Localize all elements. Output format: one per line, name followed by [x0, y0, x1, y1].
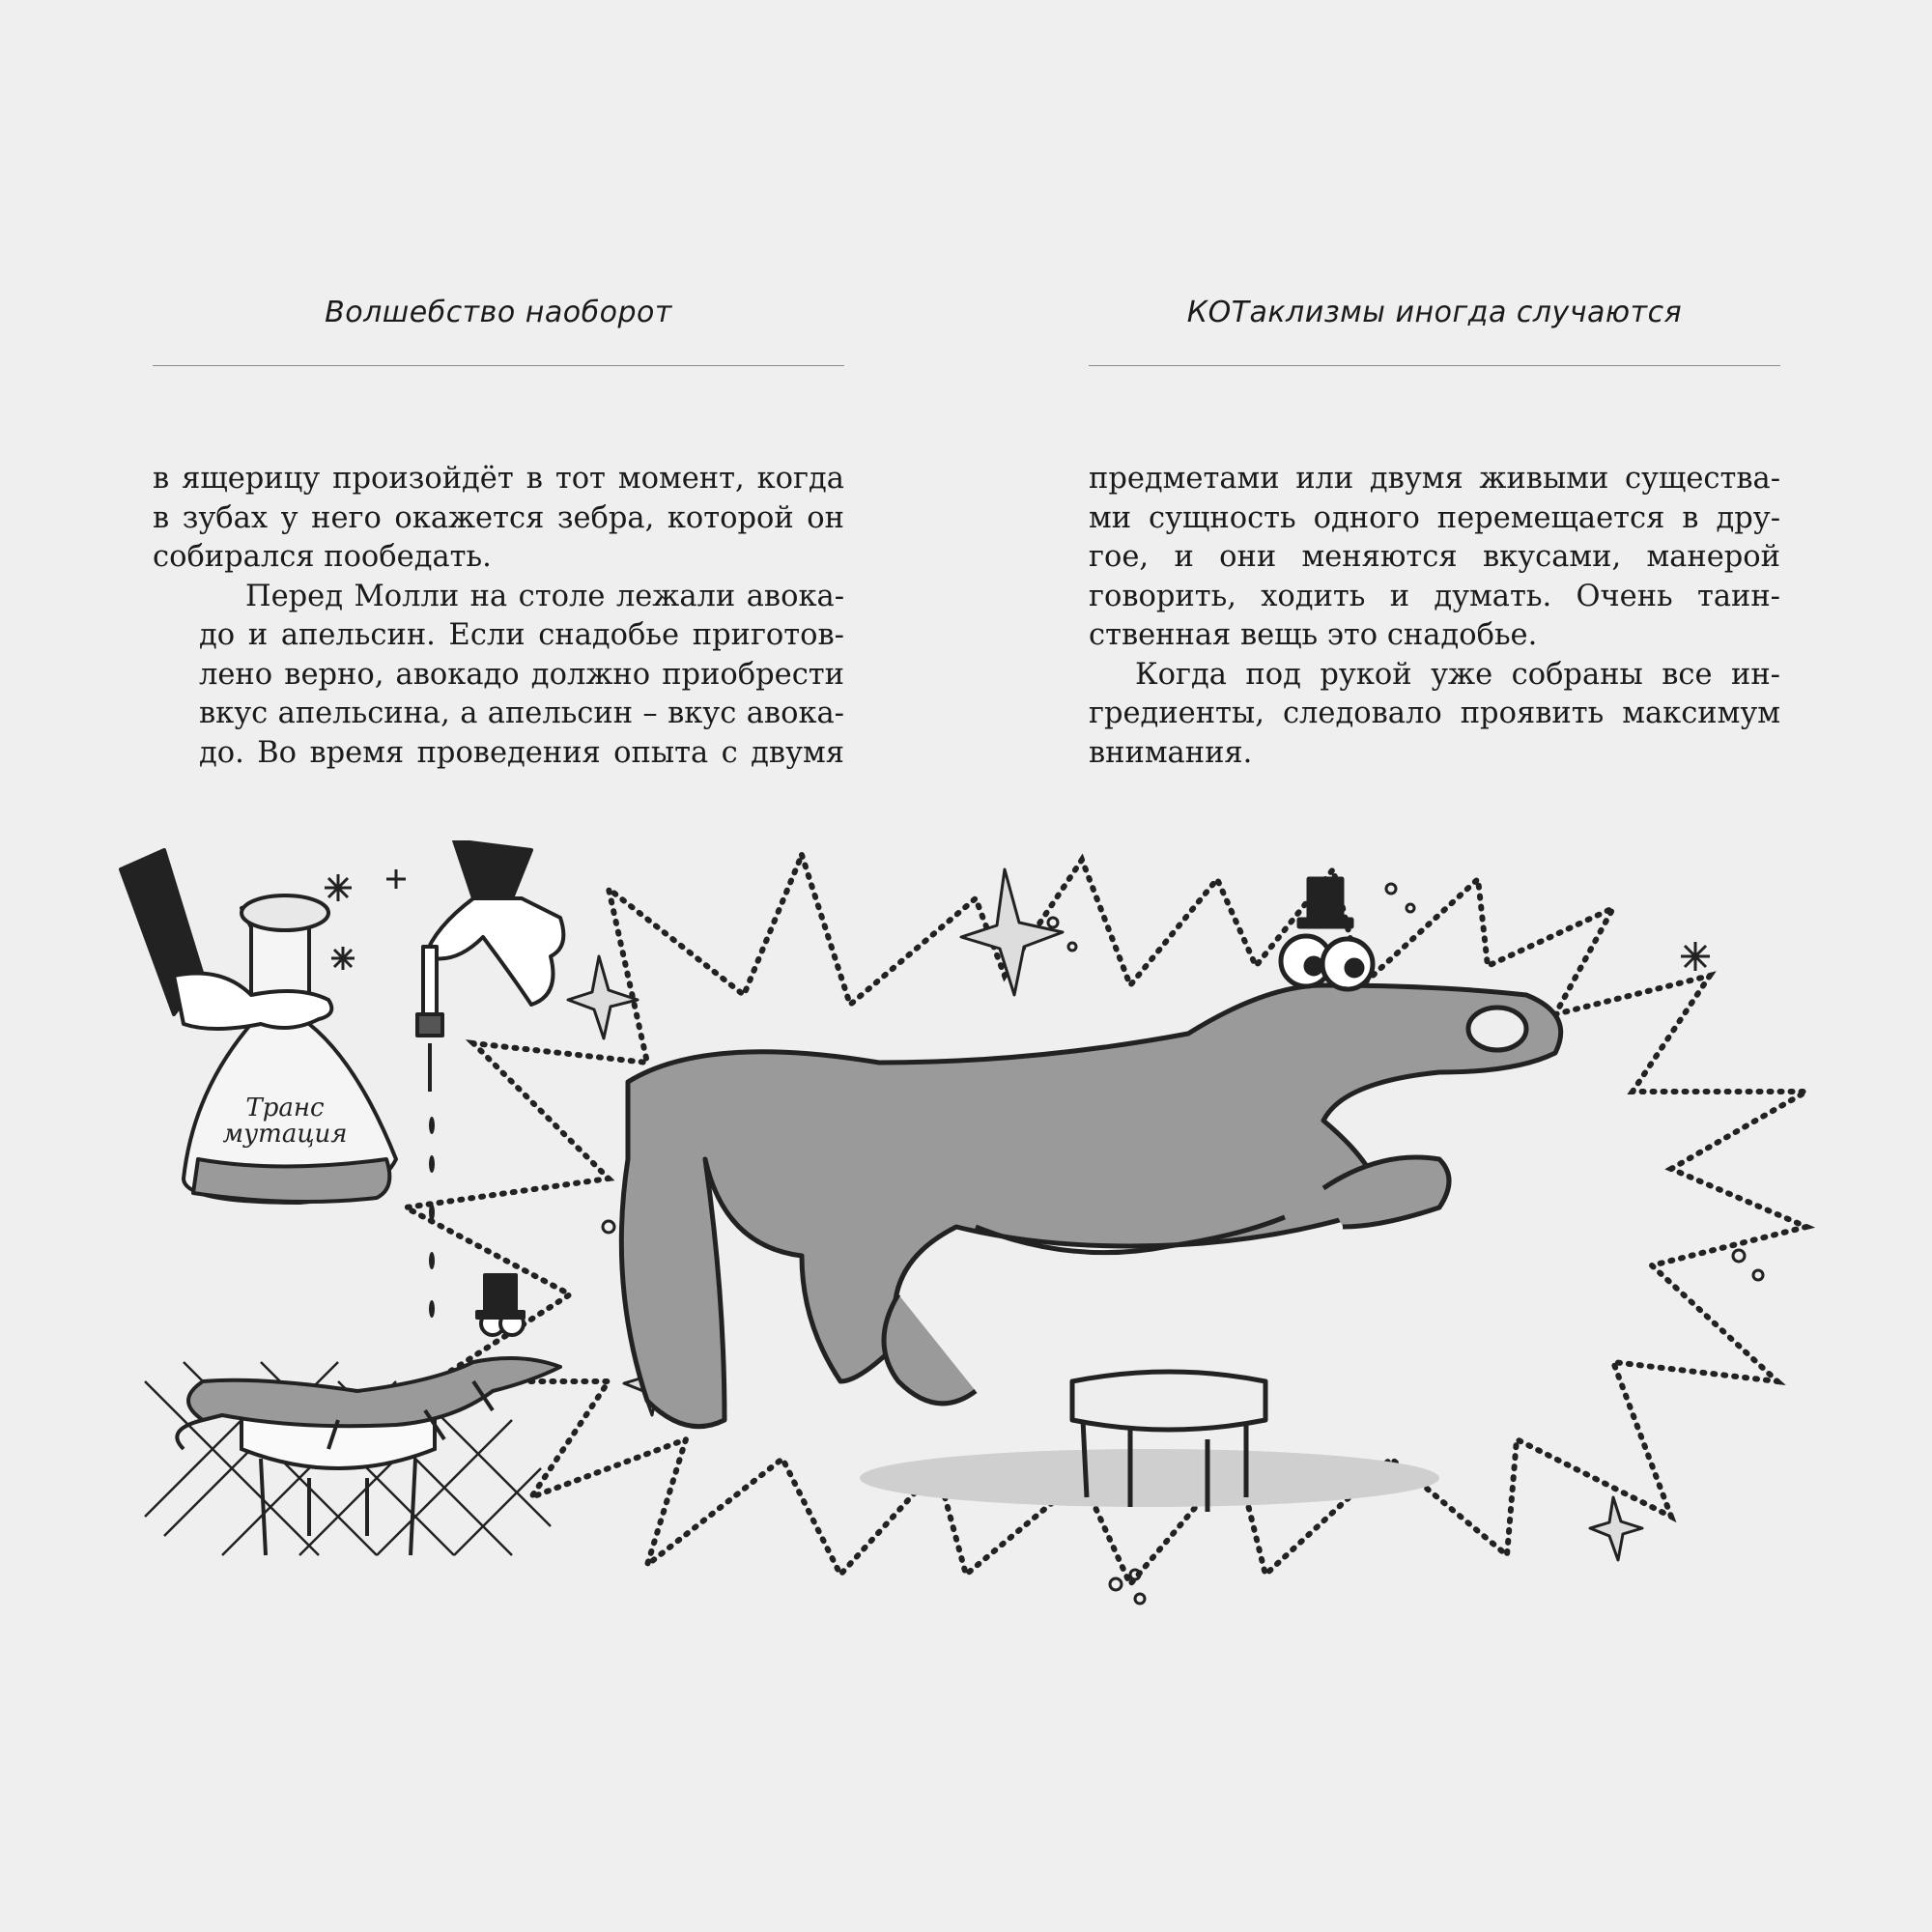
- left-line-4: Перед Молли на столе лежали авока-: [245, 579, 844, 613]
- left-line-3: собирался пообедать.: [153, 540, 492, 574]
- right-line-7: гредиенты, следовало проявить максимум: [1089, 696, 1780, 730]
- right-page: [1089, 0, 1780, 831]
- right-line-3: гое, и они меняются вкусами, манерой: [1089, 540, 1780, 574]
- dropper-hand-icon: [417, 840, 563, 1092]
- left-line-7: вкус апельсина, а апельсин – вкус авока-: [199, 696, 844, 730]
- right-header-rule: [1089, 365, 1780, 366]
- left-running-head: Волшебство наоборот: [325, 296, 672, 329]
- flask-label-line1: Транс: [245, 1094, 325, 1122]
- drops-icon: [429, 1117, 435, 1318]
- right-line-5: ственная вещь это снадобье.: [1089, 618, 1538, 652]
- left-line-8: до. Во время проведения опыта с двумя: [199, 735, 844, 770]
- right-line-2: ми сущность одного перемещается в дру-: [1089, 500, 1780, 535]
- right-line-8: внимания.: [1089, 735, 1253, 770]
- left-body-text: [153, 460, 844, 773]
- crocodile-transmutation-illustration: [106, 840, 1826, 1633]
- right-running-head: КОТаклизмы иногда случаются: [1186, 296, 1683, 329]
- left-page: [153, 0, 844, 831]
- right-line-6: Когда под рукой уже собраны все ин-: [1135, 657, 1780, 692]
- right-body-text: [1089, 460, 1780, 773]
- left-header-rule: [153, 365, 844, 366]
- flask-hand-icon: [121, 850, 396, 1203]
- crocodile-icon: [621, 879, 1560, 1512]
- small-lizard-icon: [177, 1275, 560, 1449]
- left-line-5: до и апельсин. Если снадобье приготов-: [199, 618, 844, 652]
- flask-label-line2: мутация: [222, 1120, 348, 1149]
- left-line-2: в зубах у него окажется зебра, которой он: [153, 500, 844, 535]
- left-line-6: лено верно, авокадо должно приобрести: [199, 657, 844, 692]
- right-line-4: говорить, ходить и думать. Очень таин-: [1089, 579, 1780, 613]
- right-line-1: предметами или двумя живыми существа-: [1089, 462, 1780, 496]
- left-line-1: в ящерицу произойдёт в тот момент, когда: [153, 462, 844, 496]
